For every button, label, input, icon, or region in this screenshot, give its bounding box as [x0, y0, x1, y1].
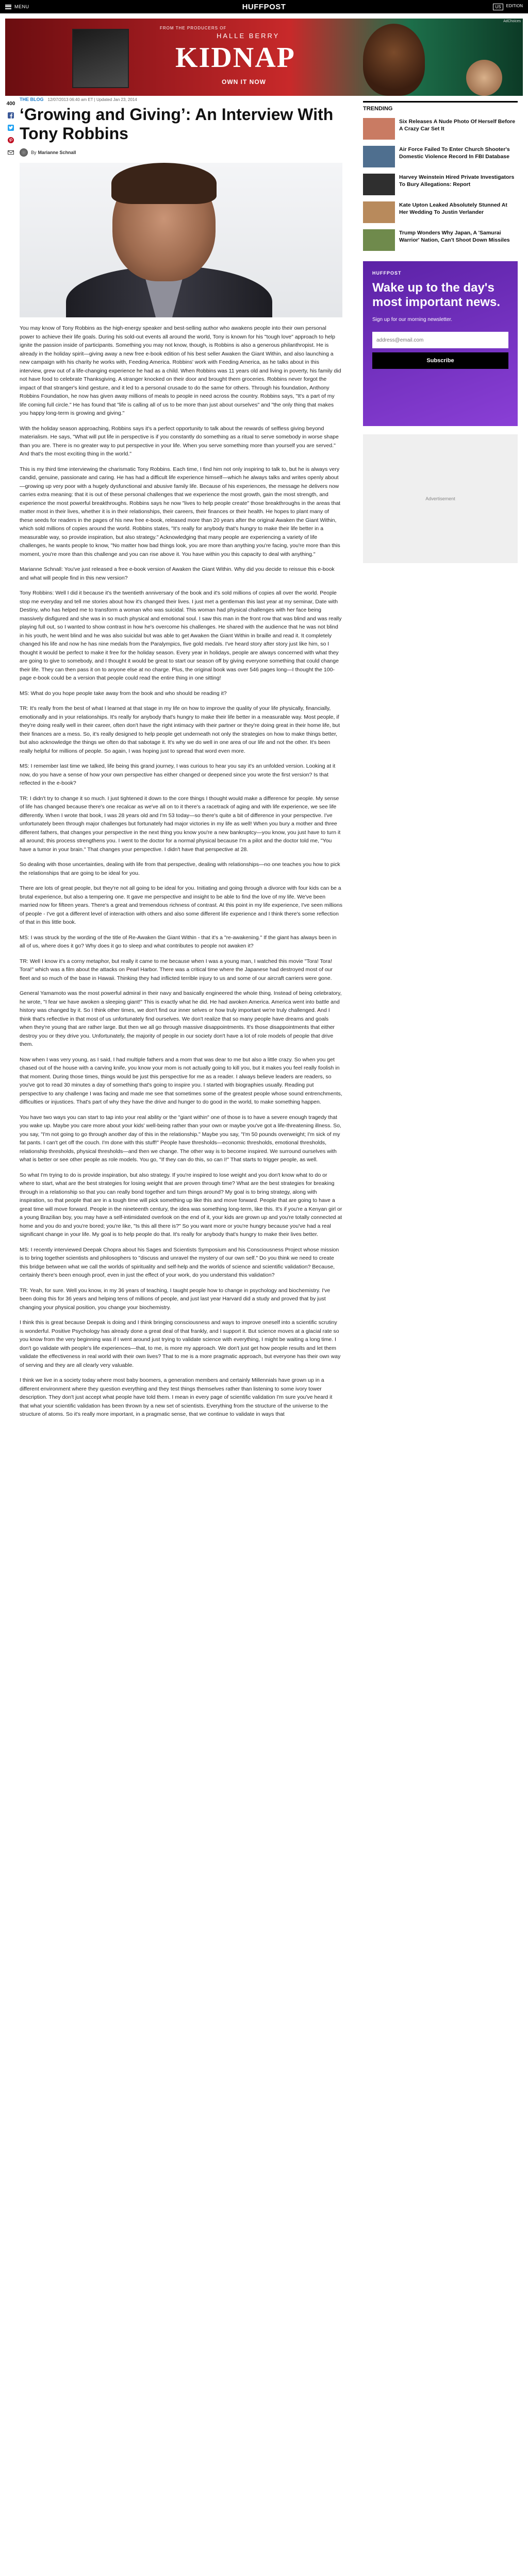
twitter-icon[interactable] [7, 124, 14, 131]
pinterest-icon[interactable] [7, 137, 14, 144]
trending-thumbnail[interactable] [363, 174, 395, 195]
trending-item[interactable] [363, 174, 518, 195]
trending-item[interactable] [363, 146, 518, 167]
newsletter-signup [363, 261, 518, 426]
paragraph: Tony Robbins: Well I did it because it's the twentieth anniversary of the book and it's sold millions of copies all over the world. People stop me everyday and tell me stories about how it's changed their lives. I just met a gentleman this last year at my seminar, Date with Destiny, who has helped me to transform a woman who was suicidal. This woman had physical challenges with her face being massively disfigured and she was in so much physical and emotional soul. I saw this man in the front row that was blind and was really playing full out, so I wanted to show contrast in how he's overcome his challenges. He shared with the audience that he was not blind in his youth, he went blind and he was also suicidal but was able to get Awaken the Giant Within in braille and read it. It completely changed his life and now he has nine medals from the Paralympics, five gold medals. I've heard story after story just like him, so I thought it would be perfect to make it free for the holiday season. Every year in holidays, people are always concerned with what they are going to give to somebody, and I thought it would be great to start our season off by giving everyone something that could change their life. They can then pass it on to anyone else at no charge. Plus, the original book was over 546 pages long—I thought the 100-page e-book could be a version that people could read the entire thing in one sitting! [20, 590, 342, 681]
paragraph: You have two ways you can start to tap into your real ability or the "giant within" one of those is to have a severe enough tragedy that you wake up. Maybe you care more about your kids' well-being rather than your own or maybe you've got a life-threatening illness. So, you say, "I'm not going to go through another day of this in the relationship." Maybe you say, "I'm 50 pounds overweight; I'm sick of my fat pants. I can't get off the couch. I'm done with this stuff!" People have thresholds—economic thresholds, emotional thresholds, relationship thresholds, physical thresholds—and then we change. The other way is to become inspired. We surround ourselves with what is better or see other people as role models. You go, "If they can do this, so can I!" That starts to trigger people, as well. [20, 1114, 341, 1163]
author-name[interactable]: Marianne Schnall [38, 150, 76, 155]
paragraph: Marianne Schnall: You've just released a free e-book version of Awaken the Giant Within. Why did you decide to reissue this e-book and what will people find in this new version? [20, 566, 335, 581]
sidebar-ad-label: Advertisement [425, 496, 455, 501]
article-title: ‘Growing and Giving’: An Interview With Tony Robbins [20, 105, 334, 143]
sidebar-ad[interactable] [363, 434, 518, 563]
hamburger-icon [5, 5, 11, 9]
paragraph: MS: I recently interviewed Deepak Chopra about his Sages and Scientists Symposium and his Consciousness Project whose mission is to bring together scientists and philosophers to "discuss and unravel the mystery of our own self." Do you think we need to create this bridge between what we call the worlds of spirituality and self-help and the worlds of science and scientific validation? Because, certainly there's been enough proof, even in just the effect of your work, do you understand this validation? [20, 1246, 339, 1278]
hero-hair [111, 163, 217, 204]
newsletter-subtitle: Sign up for our morning newsletter. [372, 317, 453, 323]
paragraph: Now when I was very young, as I said, I had multiple fathers and a mom that was dear to me but also a little crazy. So when you get chased out of the house with a carving knife, you know your mom is not actually going to kill you, but it makes you feel really foolish in that moment. During those times, things would be just this perspective for me as a reader. I always believe leaders are readers, so you've got to read 30 minutes a day of something that's going to inspire you. I started with biographies usually. Reading put perspective to any challenge I was facing and made me see that sometimes some of the greatest people whose sound entrenchments, difficulties or injustices. That's part of why they have the drive and hunger to do good in the world, to make something happen. [20, 1056, 342, 1105]
paragraph: TR: Yeah, for sure. Well you know, in my 36 years of teaching, I taught people how to change in psychology and biochemistry. I've been doing this for 36 years and helping tens of millions of people, and just last year Harvard did a study and proved that by just changing your physical position, you change your biochemistry. [20, 1287, 331, 1311]
site-logo[interactable] [46, 3, 482, 11]
top-ad-banner[interactable] [5, 19, 523, 96]
trending-thumbnail[interactable] [363, 118, 395, 140]
author-avatar[interactable] [20, 148, 28, 157]
paragraph: TR: Well I know it's a corny metaphor, but really it came to me because when I was a young man, I watched this movie "Tora! Tora! Tora!" which was a film about the attacks on Pearl Harbor. There was a critical time where the Japanese had destroyed most of our fleet and so much of the base in Hawaii. Thinking they had inflicted terrible injury to us and some of our aircraft carriers were gone. [20, 958, 333, 981]
paragraph: TR: It's really from the best of what I learned at that stage in my life on how to improve the quality of your life physically, financially, emotionally and in your relationships. It's really for anybody that's hungry to make their life better in a measurable way. Most people, if they're doing really well in their career, often don't have the right intimacy with their partner or they're doing great in their home life, but their finances are a mess. So, it's really designed to help people get underneath not only the strategies on how to make things better, but also acknowledge the things we often do that sabotage it. It's why we do well in one area of our life and not the other. It's been really helpful for millions of people. So again, I was hoping just to spread that word even more. [20, 705, 340, 754]
paragraph: So dealing with those uncertainties, dealing with life from that perspective, dealing with relationships—no one teaches you how to pick the relationships that are going to be ideal for you. [20, 861, 340, 876]
article [20, 97, 342, 1419]
trending-thumbnail[interactable] [363, 229, 395, 251]
trending-headline[interactable]: Six Releases A Nude Photo Of Herself Before A Crazy Car Set It [399, 118, 516, 132]
trending-headline[interactable]: Kate Upton Leaked Absolutely Stunned At Her Wedding To Justin Verlander [399, 202, 507, 215]
paragraph: MS: I was struck by the wording of the title of Re-Awaken the Giant Within - that it's a "re-awakening." If the giant has always been in all of us, where does it go? Why does it go to sleep and what contributes to people not awaken it? [20, 934, 337, 949]
hero-image [20, 163, 342, 317]
ad-kicker: FROM THE PRODUCERS OF [160, 26, 227, 30]
paragraph: General Yamamoto was the most powerful admiral in their navy and basically engineered the whole thing. Instead of being celebratory, he wrote, "I fear we have awoken a sleeping giant!" This is exactly what he did. He had awoken America. America went into battle and history was changed by it. So I think other times, we don't find our inner selves or how truly important we're truly challenged. And I think that's reflective in that most of us unfortunately find ourselves. We don't realize that so many people have dreams and goals when they're young that are rather large. But then we all go through massive disappointments. It's those disappointments that either destroy you or they drive you. Unfortunately, the majority of people in our society don't have a lot of role models of people that drive them. [20, 990, 342, 1047]
facebook-icon[interactable] [7, 112, 14, 119]
byline [20, 148, 342, 157]
ad-title: KIDNAP [175, 42, 295, 74]
paragraph: So what I'm trying to do is provide inspiration, but also strategy. If you're inspired to lose weight and you don't know what to do or where to start, what are the best strategies for losing weight that are proven through time? What are the best strategies for breaking through in a relationship so that you can really bond together and turn things around? My goal is to bring strategy, along with inspiration, so that people that are in a tough time will pick something up like this and move forward. People that are going to have a great time will move forward. People in the nineteenth century, the idea was something long-term, like this. It's if you're a Kenyan girl or a young Brazilian boy, you may have a self-intimidated overlook on the end of it, your kids are grown up and you're totally connected at home and you do and you're bored; you're like, "Is this all there is?" So you want more or you're hungry because you've had a real significant change in your life. My goal is to help people do that. It's really for anybody that's hungry to make their lives better. [20, 1172, 342, 1238]
logo-text: HUFFPOST [242, 2, 286, 11]
newsletter-title: Wake up to the day's most important news. [372, 281, 501, 309]
dvd-cover-image [72, 29, 129, 88]
article-body [20, 324, 342, 1419]
paragraph: With the holiday season approaching, Robbins says it's a perfect opportunity to talk about the rewards of selfless giving beyond materialism. He says, "What will put life in perspective is if you constantly do something as a ritual to serve somebody in worse shape than you are. There is no greater way to put perspective in your life. When you serve something more than yourself you are served." And that's the most exciting thing in the world." [20, 425, 339, 457]
article-kicker [20, 97, 342, 102]
trending-item[interactable] [363, 229, 518, 251]
menu-button[interactable] [5, 4, 46, 9]
ad-cta[interactable]: OWN IT NOW [222, 78, 266, 86]
trending-headline[interactable]: Trump Wonders Why Japan, A 'Samurai Warrior' Nation, Can't Shoot Down Missiles [399, 230, 510, 243]
paragraph: I think we live in a society today where most baby boomers, a generation members and certainly Millennials have grown up in a different environment where they question everything and they test things themselves rather than listening to some ivory tower description. They don't just accept what people have told them. I mean in every page of scientific validation I'm sure you've heard it that what your scientific validation has been thrown by a new set of scientists. Everything from the structure of the universe to the structure of atoms. So it's really more important, in a pragmatic sense, that we continue to validate in ways that [20, 1377, 333, 1417]
trending-thumbnail[interactable] [363, 201, 395, 223]
trending-item[interactable] [363, 201, 518, 223]
byline-prefix: By [31, 150, 37, 155]
paragraph: There are lots of great people, but they're not all going to be ideal for you. Initiating and going through a divorce with four kids can be a brutal experience, but also a tempering one. It gave me perspective and insight to be able to find the love of my life. We've been married now for fifteen years. There's a great and tremendous richness of contrast. At this point in my life experience, I've seen millions of people - I've got a different level of interaction with others and also some different life experience and I think there's some reflection of that in this little book. [20, 885, 342, 925]
paragraph: You may know of Tony Robbins as the high-energy speaker and best-selling author who awakens people into their own personal power to achieve their life goals. During his sold-out events all around the world, Tony is known for his "tough love" approach to help ignite the passion inside of participants. Something you may not know, though, is Robbins is also a generous philanthropist. He is already in the holiday spirit—giving away a new free e-book edition of his best seller Awaken the Giant Within, and also launching a new campaign with his charity he works with, Feeding America. Robbins' work with Feeding America, as he talks about in this interview, grew out of a life-changing experience he had as a child. When Robbins was 11 years old and living in poverty, his family did not have food to celebrate Thanksgiving. A stranger knocked on their door and brought them groceries. Robbins never forgot the impact of that stranger's kind gesture, and it led to a personal crusade to do the same for others. Through his foundation, Anthony Robbins Foundation, he now has given away millions of meals to people in need across the country. Robbins says, "It's a part of my life coming full circle." He has found that "life is calling all of us to be more than just about ourselves" and "the only thing that makes you happy long-term is growing and giving." [20, 325, 341, 416]
paragraph: I think this is great because Deepak is doing and I think bringing consciousness and ways to improve oneself into a scientific scrutiny is wonderful. Positive Psychology has already done a great deal of that frankly, and I support it. But science moves at a glacial rate so you know from the very beginning was if I went around just trying to validate science with everything, I might be waiting a long time. I don't go validate with people's life experiences—that, to me, is more my approach. We don't just get how people results and let them validate the effectiveness in real world with their own lives? That to me is a more pragmatic approach, but everyone has their own way of serving and they are all clearly very valuable. [20, 1319, 341, 1368]
top-navigation [0, 0, 528, 13]
sidebar [363, 101, 518, 563]
share-column [5, 101, 16, 156]
subscribe-button[interactable]: Subscribe [372, 352, 508, 369]
edition-selector[interactable] [482, 4, 523, 10]
article-date: 12/07/2013 06:40 am ET | Updated Jan 23, 2014 [47, 97, 137, 102]
section-label[interactable]: THE BLOG [20, 97, 44, 102]
ad-actress-image [363, 24, 425, 96]
edition-box: US [493, 4, 503, 10]
edition-label: EDITION [506, 3, 523, 8]
paragraph: TR: I didn't try to change it so much. I just tightened it down to the core things I thought would make a difference for people. My sense of life has changed because there's one recalcar as we've all on to it there's a racetrack of aging and with life experience, we see life differently. When I wrote that book, I was 28 years old and I'm 53 today—so there's quite a bit of difference in your perspective. I've unfortunately been through major challenges but fortunately had major victories in my life as well! When you bury a mother and three different fathers, that changes your perspective in the next thing you know you're a new bankruptcy—you know, you just have to turn it all around; this process strengthens you. I went to the doctor for a normal physical because I'm a pilot and the doctor told me, "You have a tumor in your brain." That changes your perspective. I didn't have that perspective at 28. [20, 795, 341, 853]
share-count: 400 [6, 101, 15, 107]
trending-heading: TRENDING [363, 101, 518, 112]
paragraph: MS: What do you hope people take away from the book and who should be reading it? [20, 690, 227, 697]
trending-item[interactable] [363, 118, 518, 140]
ad-child-image [466, 60, 502, 96]
ad-choices-label[interactable]: AdChoices [503, 20, 521, 23]
ad-star-name: HALLE BERRY [217, 32, 280, 40]
newsletter-label: HUFFPOST [372, 270, 402, 276]
email-icon[interactable] [7, 149, 14, 156]
trending-headline[interactable]: Harvey Weinstein Hired Private Investigators To Bury Allegations: Report [399, 174, 515, 188]
paragraph: This is my third time interviewing the charismatic Tony Robbins. Each time, I find him not only inspiring to talk to, but he is always very candid, genuine, passionate and caring. He has had a difficult life experience himself—which he always talks and writes openly about—growing up very poor with a hugely dysfunctional and abusive family life. Because of his experiences, the message he delivers now carries extra meaning: that it is out of these personal challenges that we experience the most growth, gain the most strength, and experience the most powerful breakthroughs. Robbins says he now "lives to help people create" those breakthroughs in the areas that matter most in their lives, whether it is in their relationships, their careers, their finances or their health. He hopes to plant many of these seeds for readers in the pages of his new free e-book, released more than 20 years after the original Awaken the Giant Within, which sold millions of copies around the world. Robbins states, "It's really for anybody that's hungry to make their life better in a measurable way, so provide inspiration, but also strategy." Acknowledging that many people are experiencing a variety of life challenges, he wants people to know, "No matter how bad things look, you are more than anything you're facing, you're more than this moment, you're more than this challenge and you can rise above it. You have within you this capacity to deal with anything." [20, 466, 341, 557]
newsletter-email-input[interactable] [372, 332, 508, 348]
paragraph: MS: I remember last time we talked, life being this grand journey, I was curious to hear you say it's an unfolded version. Looking at it now, do you have a sense of how your own perspective has either changed or deepened since you wrote the first version? Is that reflected in the e-book? [20, 763, 336, 786]
menu-label: MENU [14, 4, 29, 9]
trending-thumbnail[interactable] [363, 146, 395, 167]
trending-headline[interactable]: Air Force Failed To Enter Church Shooter's Domestic Violence Record In FBI Database [399, 146, 510, 160]
